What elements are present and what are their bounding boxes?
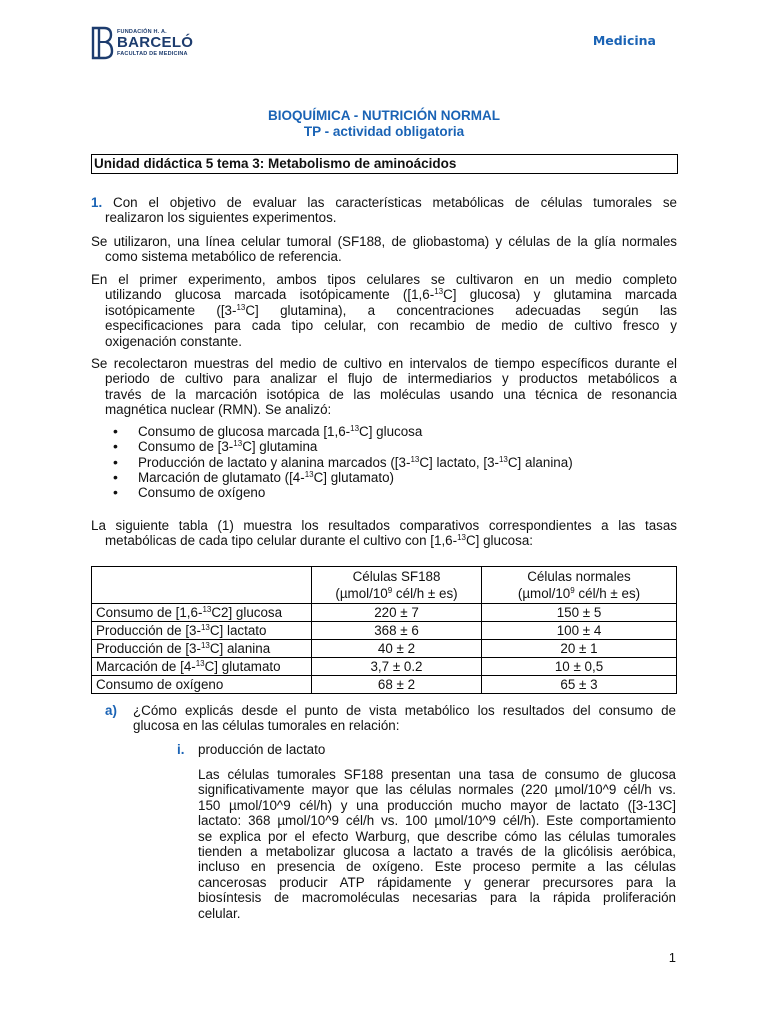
paragraph-text: magnética nuclear (RMN). Se analizó: [105, 402, 332, 418]
logo-foundation-text: FUNDACIÓN H. A. [117, 29, 167, 35]
row-label: Consumo de [1,6-$^{13}$C2] glucosa [92, 604, 312, 622]
table-row [92, 604, 677, 622]
item-a-text [133, 703, 676, 734]
page-number: 1 [668, 950, 676, 965]
item-a-label: a) [105, 703, 117, 718]
paragraph-text: glucosa en las células tumorales en relación: [133, 718, 400, 734]
question-intro-paragraph [91, 195, 677, 226]
item-i-text: producción de lactato [198, 742, 326, 757]
sampling-paragraph [91, 356, 677, 418]
value-sf188: 368 ± 6 [312, 622, 482, 640]
table-header-normal: Células normales [482, 567, 677, 586]
row-label: Consumo de oxígeno [92, 676, 312, 694]
institution-logo [90, 26, 194, 62]
paragraph-text: especificaciones para cada tipo celular, con recambio de medio de cultivo fresco y [105, 318, 677, 334]
answer-line: lactato: 368 µmol/10^9 cél/h vs. 100 µmol/10^9 cél/h). Este comportamiento [198, 813, 676, 829]
value-sf188: 3,7 ± 0.2 [312, 658, 482, 676]
paragraph-text: realizaron los siguientes experimentos. [105, 210, 337, 226]
value-normal: 100 ± 4 [482, 622, 677, 640]
table-unit-normal: ($\mu mol/10^9$ cél/h ± es) [482, 585, 677, 604]
answer-line: significativamente mayor que las células normales (220 µmol/10^9 cél/h vs. [198, 782, 676, 798]
logo-name: BARCELÓ [117, 34, 194, 51]
answer-line: biosíntesis de macromoléculas necesarias para la rápida proliferación [198, 890, 676, 906]
paragraph-text: Se utilizaron, una línea celular tumoral (SF188, de gliobastoma) y células de la glía normales [91, 234, 677, 249]
table-header-sf188: Células SF188 [312, 567, 482, 586]
results-table [91, 566, 677, 694]
paragraph-text: través de la marcación isotópica de las moléculas usando una técnica de resonancia [105, 386, 677, 402]
fb-monogram-icon [90, 26, 114, 60]
list-item: • Marcación de glutamato ([4-$^{13}$C] glutamato) [113, 470, 573, 485]
table-unit-sf188: ($\mu mol/10^9$ cél/h ± es) [312, 585, 482, 604]
row-label: Producción de [3-$^{13}$C] alanina [92, 640, 312, 658]
first-experiment-paragraph [91, 272, 677, 349]
value-sf188: 68 ± 2 [312, 676, 482, 694]
item-i-label: i. [177, 742, 185, 757]
document-subtitle: TP - actividad obligatoria [303, 124, 465, 139]
table-row [92, 640, 677, 658]
paragraph-text: En el primer experimento, ambos tipos celulares se cultivaron en un medio completo [91, 272, 677, 287]
value-sf188: 40 ± 2 [312, 640, 482, 658]
paragraph-text: Se recolectaron muestras del medio de cultivo en intervalos de tiempo específicos durante el [91, 356, 677, 371]
paragraph-text: utilizando glucosa marcada isotópicamente ([1,6-$^{13}$C] glucosa) y glutamina marcada [105, 287, 677, 303]
cell-lines-paragraph [91, 234, 677, 265]
list-item: • Producción de lactato y alanina marcados ([3-$^{13}$C] lactato, [3-$^{13}$C] alanina) [113, 455, 573, 470]
logo-faculty-text: FACULTAD DE MEDICINA [117, 51, 188, 57]
table-row [92, 658, 677, 676]
list-item: • Consumo de [3-$^{13}$C] glutamina [113, 439, 573, 454]
answer-line: 150 µmol/10^9 cél/h) y una producción mucho mayor de lactato ([3-13C] [198, 797, 676, 813]
answer-line: celular. [198, 905, 241, 921]
paragraph-text: metabólicas de cada tipo celular durante el cultivo con [1,6-$^{13}$C] glucosa: [105, 533, 533, 549]
value-normal: 10 ± 0,5 [482, 658, 677, 676]
question-number: 1. [91, 195, 103, 210]
table-intro-paragraph [91, 518, 677, 549]
list-item: • Consumo de glucosa marcada [1,6-$^{13}$C] glucosa [113, 424, 573, 439]
value-normal: 65 ± 3 [482, 676, 677, 694]
header-section-label: Medicina [592, 33, 656, 48]
row-label: Producción de [3-$^{13}$C] lactato [92, 622, 312, 640]
paragraph-text: como sistema metabólico de referencia. [105, 249, 342, 265]
answer-line: tienden a metabolizar glucosa a lactato a través de la glicólisis aeróbica, [198, 844, 676, 860]
paragraph-text: oxigenación constante. [105, 333, 242, 349]
value-normal: 150 ± 5 [482, 604, 677, 622]
paragraph-text: ¿Cómo explicás desde el punto de vista metabólico los resultados del consumo de [133, 703, 676, 718]
answer-line: Las células tumorales SF188 presentan una tasa de consumo de glucosa [198, 767, 676, 782]
answer-line: incluso en presencia de oxígeno. Este proceso permite a las células [198, 859, 676, 875]
table-row [92, 676, 677, 694]
answer-line: cancerosas producir ATP rápidamente y generar precursores para la [198, 874, 676, 890]
document-title: BIOQUÍMICA - NUTRICIÓN NORMAL [268, 108, 500, 123]
table-corner-cell [92, 567, 312, 604]
table-row [92, 622, 677, 640]
unit-heading: Unidad didáctica 5 tema 3: Metabolismo de aminoácidos [94, 156, 457, 171]
row-label: Marcación de [4-$^{13}$C] glutamato [92, 658, 312, 676]
paragraph-text: Con el objetivo de evaluar las características metabólicas de células tumorales se [113, 195, 677, 210]
paragraph-text: La siguiente tabla (1) muestra los resultados comparativos correspondientes a las tasas [91, 518, 677, 533]
value-normal: 20 ± 1 [482, 640, 677, 658]
answer-line: se explica por el efecto Warburg, que describe cómo las células tumorales [198, 828, 676, 844]
paragraph-text: periodo de cultivo para analizar el flujo de intermediarios y productos metabólicos a [105, 371, 677, 387]
analysis-list [113, 424, 573, 500]
unit-heading-box [91, 154, 678, 174]
paragraph-text: isotópicamente ([3-$^{13}$C] glutamina), a concentraciones adecuadas según las [105, 302, 677, 318]
list-item: • Consumo de oxígeno [113, 485, 573, 500]
answer-text [198, 767, 676, 921]
value-sf188: 220 ± 7 [312, 604, 482, 622]
